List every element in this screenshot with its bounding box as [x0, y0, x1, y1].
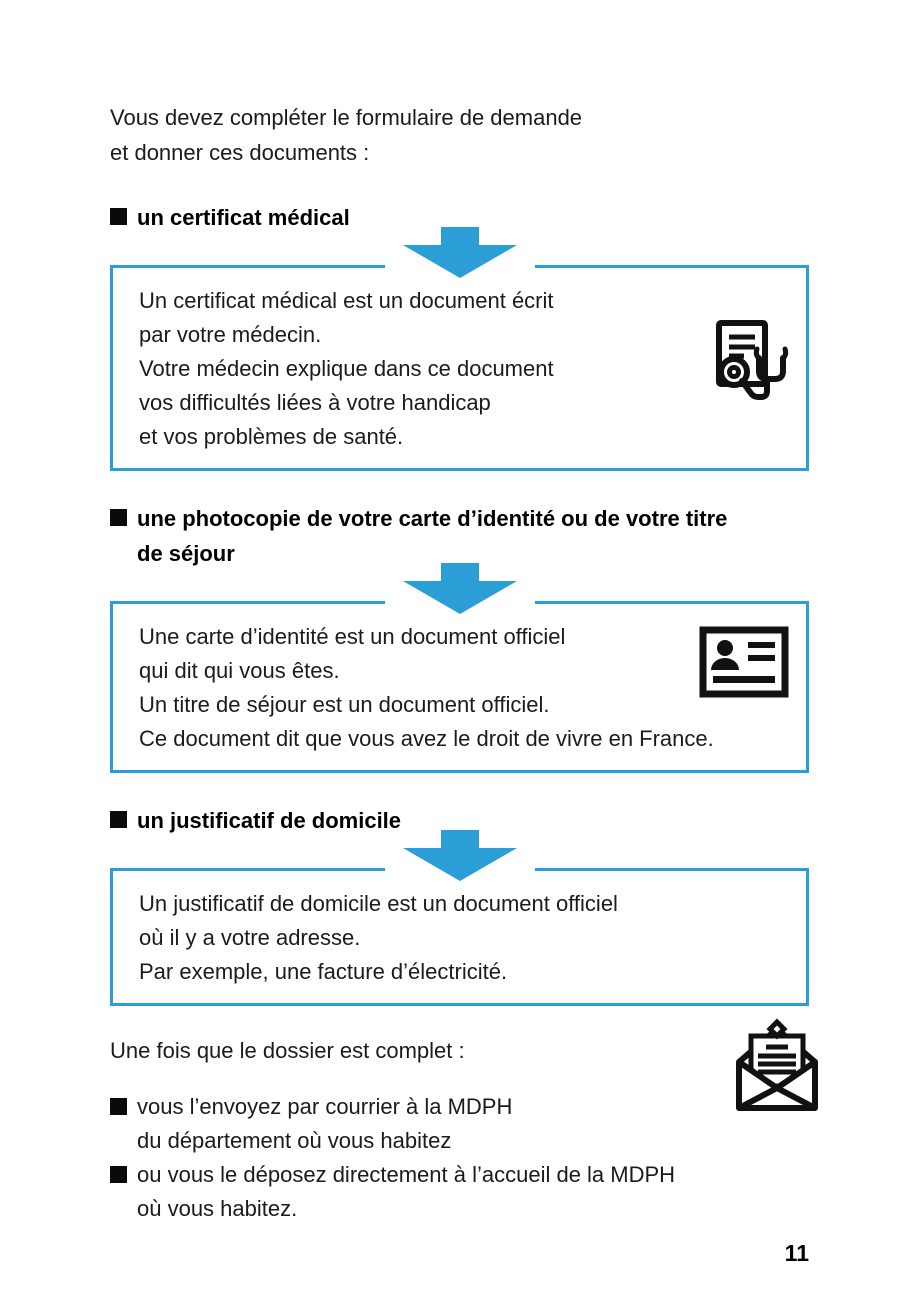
- info-box-carte-identite: [110, 601, 809, 773]
- arrow-stem: [441, 830, 479, 850]
- footer-bullet-envoi-courrier: [110, 1090, 809, 1158]
- info-box-certificat-medical: [110, 265, 809, 471]
- heading-text: [137, 803, 401, 838]
- down-arrow-icon: [385, 563, 535, 613]
- intro-line-1: Vous devez compléter le formulaire de demande: [110, 105, 583, 130]
- box-text: [139, 620, 780, 756]
- heading-text: [137, 501, 727, 571]
- footer-line: du département où vous habitez: [137, 1128, 452, 1153]
- footer-bullet-list: [110, 1090, 809, 1226]
- square-bullet-icon: [110, 509, 127, 526]
- page-number: 11: [784, 1240, 809, 1266]
- arrow-head: [403, 581, 517, 614]
- section-carte-identite: [110, 501, 809, 773]
- arrow-stem: [441, 227, 479, 247]
- box-line: Une carte d’identité est un document officiel: [139, 624, 566, 649]
- footer-bullet-text: [137, 1090, 512, 1158]
- square-bullet-icon: [110, 1166, 127, 1183]
- heading-line: une photocopie de votre carte d’identité ou de votre titre: [137, 506, 728, 531]
- box-line: où il y a votre adresse.: [139, 925, 361, 950]
- intro-line-2: et donner ces documents :: [110, 140, 370, 165]
- box-line: et vos problèmes de santé.: [139, 424, 404, 449]
- footer-bullet-text: [137, 1158, 675, 1226]
- box-line: Par exemple, une facture d’électricité.: [139, 959, 508, 984]
- heading-line: de séjour: [137, 541, 235, 566]
- box-line: qui dit qui vous êtes.: [139, 658, 340, 683]
- square-bullet-icon: [110, 811, 127, 828]
- intro-paragraph: [110, 100, 809, 170]
- arrow-stem: [441, 563, 479, 583]
- footer-line: où vous habitez.: [137, 1196, 298, 1221]
- box-line: vos difficultés liées à votre handicap: [139, 390, 491, 415]
- id-card-icon: [698, 625, 790, 709]
- arrow-head: [403, 848, 517, 881]
- closing-line: Une fois que le dossier est complet :: [110, 1038, 465, 1063]
- down-arrow-icon: [385, 227, 535, 277]
- box-line: Un titre de séjour est un document officiel.: [139, 692, 550, 717]
- footer-line: ou vous le déposez directement à l’accueil de la MDPH: [137, 1162, 676, 1187]
- section-certificat-medical: [110, 200, 809, 471]
- heading-line: un justificatif de domicile: [137, 808, 402, 833]
- footer-bullet-depot-accueil: [110, 1158, 809, 1226]
- square-bullet-icon: [110, 1098, 127, 1115]
- heading-line: un certificat médical: [137, 205, 350, 230]
- box-line: Votre médecin explique dans ce document: [139, 356, 554, 381]
- box-line: Un certificat médical est un document écrit: [139, 288, 554, 313]
- heading-carte-identite: [110, 501, 809, 571]
- info-box-justificatif-domicile: [110, 868, 809, 1006]
- down-arrow-icon: [385, 830, 535, 880]
- arrow-head: [403, 245, 517, 278]
- box-line: Un justificatif de domicile est un document officiel: [139, 891, 618, 916]
- square-bullet-icon: [110, 208, 127, 225]
- box-text: [139, 284, 780, 454]
- box-text: [139, 887, 780, 989]
- section-justificatif-domicile: [110, 803, 809, 1006]
- heading-text: [137, 200, 350, 235]
- box-line: Ce document dit que vous avez le droit de vivre en France.: [139, 726, 714, 751]
- envelope-icon: [727, 1016, 827, 1121]
- footer-line: vous l’envoyez par courrier à la MDPH: [137, 1094, 513, 1119]
- medical-certificate-icon: [698, 317, 790, 419]
- box-line: par votre médecin.: [139, 322, 322, 347]
